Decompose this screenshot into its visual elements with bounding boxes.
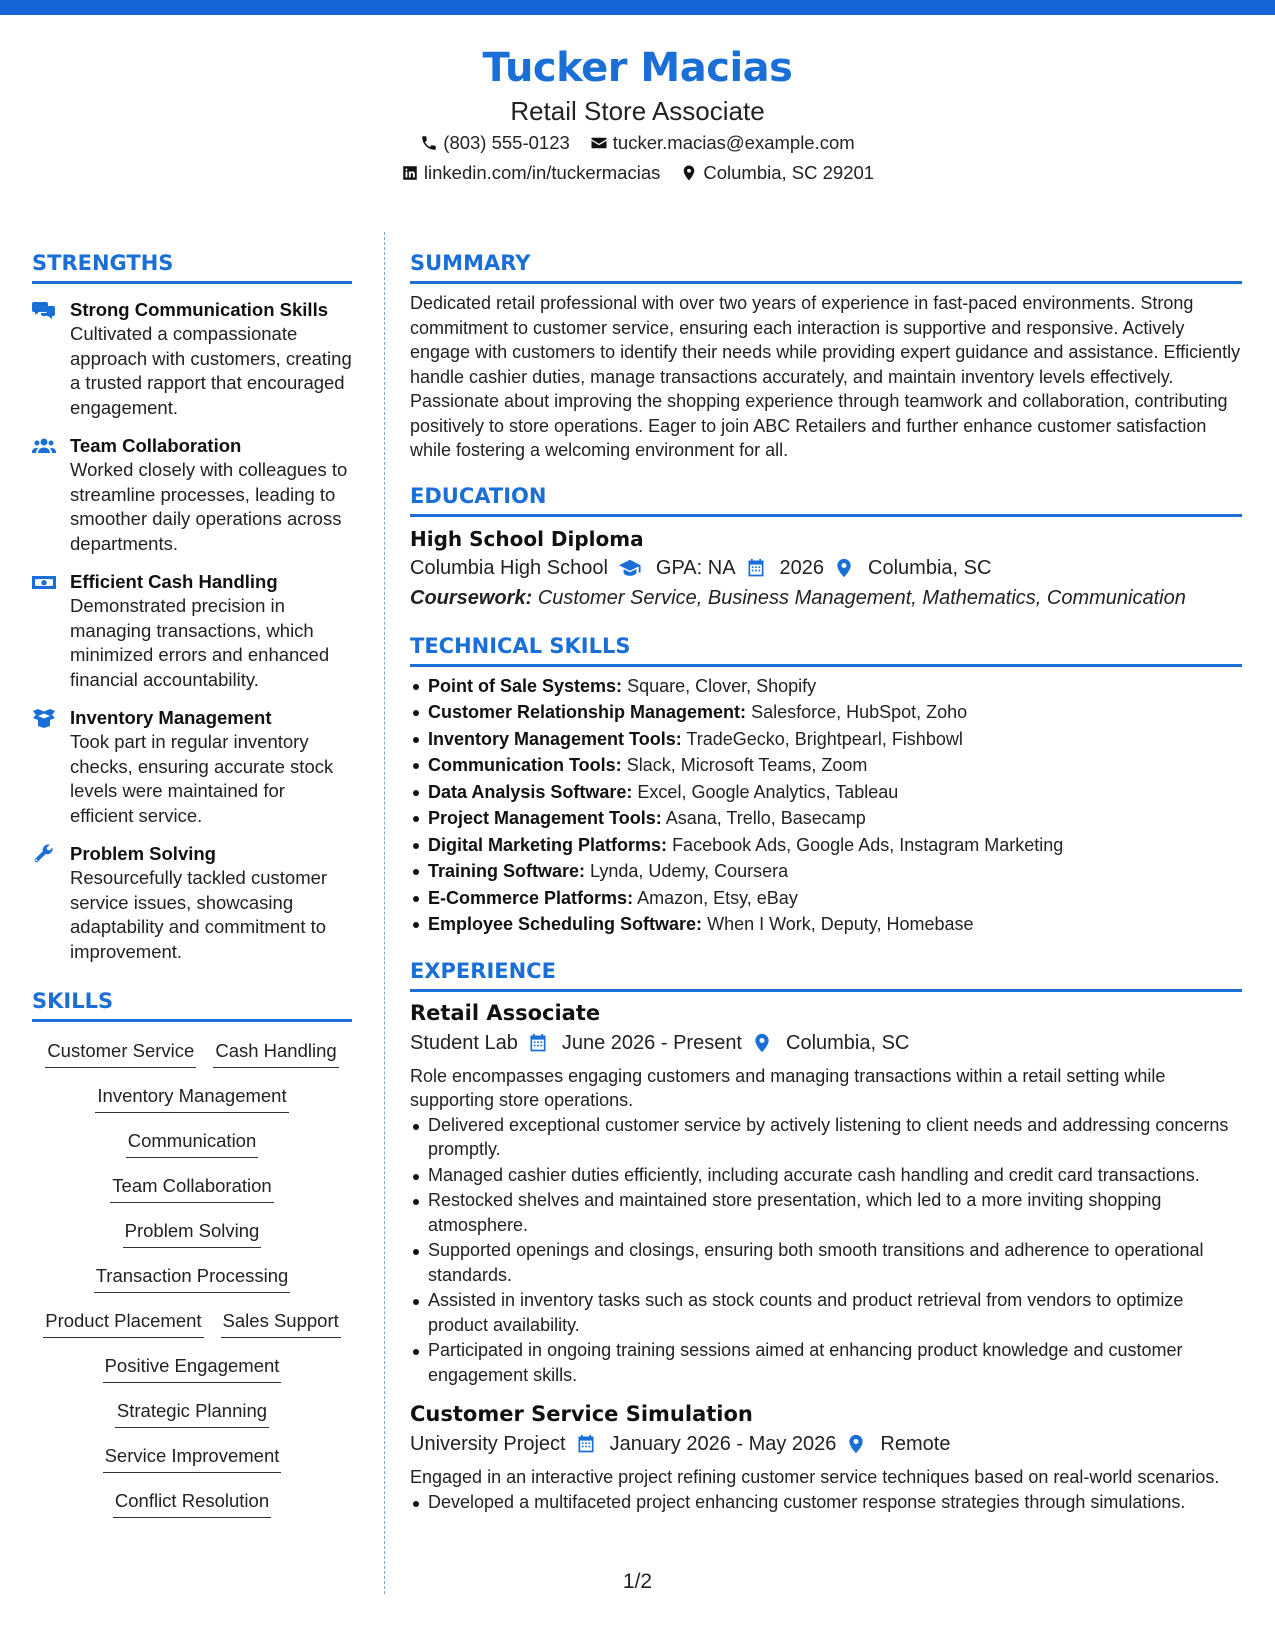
list-item: Participated in ongoing training sessions aimed at enhancing product knowledge and customer engagement skills. xyxy=(410,1338,1242,1387)
tech-label: E-Commerce Platforms: xyxy=(428,887,634,908)
strength-item xyxy=(32,570,352,692)
coursework-line xyxy=(410,583,1242,613)
tech-label: Customer Relationship Management: xyxy=(428,702,747,722)
tech-label: Point of Sale Systems: xyxy=(428,675,623,696)
list-item xyxy=(410,805,1242,832)
tech-value: When I Work, Deputy, Homebase xyxy=(707,914,974,934)
graduation-cap-icon xyxy=(618,557,642,579)
school-name xyxy=(410,553,642,583)
tech-label: Data Analysis Software: xyxy=(428,781,633,802)
skill-chip: Service Improvement xyxy=(103,1443,282,1473)
page-number: 1/2 xyxy=(622,1570,653,1593)
skill-row xyxy=(32,1398,352,1443)
skill-row xyxy=(32,1128,352,1173)
linkedin-icon xyxy=(401,164,419,182)
email-text: tucker.macias@example.com xyxy=(612,132,855,153)
strength-desc: Took part in regular inventory checks, ensuring accurate stock levels were maintained for efficient service. xyxy=(70,731,334,826)
job-meta xyxy=(410,1028,1242,1058)
skills-chips xyxy=(32,1038,352,1533)
money-bill-icon xyxy=(32,572,58,592)
job-title: Retail Associate xyxy=(410,1000,601,1025)
skill-chip: Team Collaboration xyxy=(110,1173,273,1203)
summary-heading: SUMMARY xyxy=(410,251,531,275)
summary-rule xyxy=(410,281,1242,284)
skill-chip: Inventory Management xyxy=(95,1083,288,1113)
linkedin-text: linkedin.com/in/tuckermacias xyxy=(423,162,661,183)
skill-row xyxy=(32,1488,352,1533)
list-item: Developed a multifaceted project enhancing customer response strategies through simulations. xyxy=(410,1490,1242,1515)
summary-section xyxy=(410,248,1242,463)
map-pin-icon xyxy=(846,1434,866,1454)
education-section xyxy=(410,481,1242,613)
strength-item xyxy=(32,434,352,556)
gpa-text: GPA: NA xyxy=(655,556,736,579)
tech-label: Communication Tools: xyxy=(428,755,622,775)
year-text: 2026 xyxy=(779,556,825,579)
resume-header xyxy=(0,42,1275,188)
tech-value: TradeGecko, Brightpearl, Fishbowl xyxy=(686,728,963,749)
column-divider xyxy=(384,232,385,1594)
top-accent-bar xyxy=(0,0,1275,15)
skill-row xyxy=(32,1353,352,1398)
list-item xyxy=(410,673,1242,700)
gpa xyxy=(656,553,766,583)
calendar-icon xyxy=(576,1434,596,1454)
strength-title: Strong Communication Skills xyxy=(70,299,328,320)
right-column xyxy=(410,248,1242,1515)
job-bullets xyxy=(410,1113,1242,1388)
skill-chip: Customer Service xyxy=(45,1038,196,1068)
left-column xyxy=(32,248,352,1533)
linkedin-contact[interactable] xyxy=(401,158,660,188)
strengths-heading: STRENGTHS xyxy=(32,251,174,275)
org-text: University Project xyxy=(410,1433,566,1455)
location-contact xyxy=(680,158,874,188)
contact-line-2 xyxy=(0,158,1275,188)
strength-desc: Demonstrated precision in managing transactions, which minimized errors and enhanced financial accountability. xyxy=(70,595,330,690)
dates-text: January 2026 - May 2026 xyxy=(609,1433,837,1455)
job-location: Columbia, SC xyxy=(786,1031,910,1054)
education-location: Columbia, SC xyxy=(868,556,992,579)
list-item: Restocked shelves and maintained store presentation, which led to a more inviting shopping atmosphere. xyxy=(410,1188,1242,1237)
skill-chip: Sales Support xyxy=(221,1308,341,1338)
skill-row xyxy=(32,1173,352,1218)
summary-text: Dedicated retail professional with over two years of experience in fast-paced environments. Strong commitment to customer service, ensuring each interaction is supportive and responsive. Actively engage with customers to identify their needs while providing expert guidance and assistance. Efficiently handle cashier duties, manage transactions accurately, and maintain inventory levels effectively. Passionate about improving the shopping experience through teamwork and collaboration, contributing positively to store operations. Eager to join ABC Retailers and further enhance customer satisfaction while fostering a welcoming environment for all. xyxy=(410,293,1241,460)
skill-row xyxy=(32,1038,352,1083)
list-item: Managed cashier duties efficiently, including accurate cash handling and credit card transactions. xyxy=(410,1163,1242,1188)
skill-chip: Problem Solving xyxy=(123,1218,262,1248)
job-description: Role encompasses engaging customers and managing transactions within a retail setting while supporting store operations. xyxy=(410,1065,1166,1110)
list-item xyxy=(410,752,1242,779)
candidate-name: Tucker Macias xyxy=(482,45,793,91)
box-open-icon xyxy=(32,708,58,728)
job-org xyxy=(410,1429,596,1459)
strength-title: Problem Solving xyxy=(70,843,216,864)
strength-item xyxy=(32,706,352,828)
strength-title: Inventory Management xyxy=(70,707,272,728)
job-title: Customer Service Simulation xyxy=(410,1402,753,1426)
skill-chip: Positive Engagement xyxy=(103,1353,282,1383)
list-item: Delivered exceptional customer service by actively listening to client needs and addressing concerns promptly. xyxy=(410,1113,1242,1162)
strength-desc: Resourcefully tackled customer service issues, showcasing adaptability and commitment to improvement. xyxy=(70,867,328,962)
skill-chip: Strategic Planning xyxy=(115,1398,269,1428)
phone-text: (803) 555-0123 xyxy=(443,132,570,153)
skill-row xyxy=(32,1443,352,1488)
envelope-icon xyxy=(590,134,608,152)
strengths-rule xyxy=(32,281,352,284)
strength-item xyxy=(32,842,352,964)
list-item xyxy=(410,726,1242,753)
skills-rule xyxy=(32,1019,352,1022)
job-dates xyxy=(562,1028,772,1058)
experience-heading: EXPERIENCE xyxy=(410,958,556,983)
skills-section xyxy=(32,986,352,1533)
skill-chip: Communication xyxy=(126,1128,259,1158)
list-item: Assisted in inventory tasks such as stock counts and product retrieval from vendors to optimize product availability. xyxy=(410,1288,1242,1337)
skill-chip: Product Placement xyxy=(43,1308,203,1338)
education-heading: EDUCATION xyxy=(410,483,547,508)
tech-value: Square, Clover, Shopify xyxy=(627,675,817,696)
job-location: Remote xyxy=(880,1433,951,1455)
job-bullets xyxy=(410,1490,1242,1515)
candidate-title: Retail Store Associate xyxy=(510,96,765,126)
tech-value: Salesforce, HubSpot, Zoho xyxy=(751,702,968,722)
contact-line-1 xyxy=(0,128,1275,158)
tech-value: Lynda, Udemy, Coursera xyxy=(590,861,789,881)
job-org xyxy=(410,1028,548,1058)
skill-chip: Conflict Resolution xyxy=(113,1488,271,1518)
skill-row xyxy=(32,1218,352,1263)
strength-desc: Worked closely with colleagues to streamline processes, leading to smoother daily operations across departments. xyxy=(70,459,348,554)
tech-value: Facebook Ads, Google Ads, Instagram Marketing xyxy=(672,834,1064,855)
strengths-list xyxy=(32,298,352,964)
job-description: Engaged in an interactive project refining customer service techniques based on real-world scenarios. xyxy=(410,1467,1220,1487)
technical-skills-section xyxy=(410,631,1242,938)
education-rule xyxy=(410,514,1242,517)
skill-chip: Cash Handling xyxy=(213,1038,338,1068)
technical-skills-list xyxy=(410,673,1242,938)
phone-icon xyxy=(420,134,438,152)
coursework-text: Customer Service, Business Management, Mathematics, Communication xyxy=(537,586,1186,609)
tech-value: Asana, Trello, Basecamp xyxy=(665,808,866,828)
skill-row xyxy=(32,1308,352,1353)
map-pin-icon xyxy=(834,558,854,578)
strength-desc: Cultivated a compassionate approach with customers, creating a trusted rapport that encouraged engagement. xyxy=(70,323,352,418)
email-contact[interactable] xyxy=(590,128,855,158)
list-item xyxy=(410,858,1242,885)
strength-item xyxy=(32,298,352,420)
comments-icon xyxy=(32,300,58,320)
skill-row xyxy=(32,1083,352,1128)
experience-rule xyxy=(410,989,1242,992)
users-icon xyxy=(32,436,58,456)
degree-title: High School Diploma xyxy=(410,526,644,551)
job-entry xyxy=(410,998,1242,1388)
map-pin-icon xyxy=(680,164,698,182)
tech-label: Training Software: xyxy=(428,861,586,881)
list-item xyxy=(410,911,1242,938)
coursework-label: Coursework: xyxy=(410,586,533,609)
skill-chip: Transaction Processing xyxy=(94,1263,291,1293)
tech-label: Employee Scheduling Software: xyxy=(428,914,703,934)
list-item xyxy=(410,885,1242,912)
tech-value: Amazon, Etsy, eBay xyxy=(637,887,798,908)
tech-value: Slack, Microsoft Teams, Zoom xyxy=(626,755,868,775)
strength-title: Efficient Cash Handling xyxy=(70,571,278,592)
technical-skills-heading: TECHNICAL SKILLS xyxy=(410,633,631,658)
tech-label: Project Management Tools: xyxy=(428,808,662,828)
list-item xyxy=(410,699,1242,726)
tech-value: Excel, Google Analytics, Tableau xyxy=(637,781,899,802)
strength-title: Team Collaboration xyxy=(70,435,242,456)
skills-heading: SKILLS xyxy=(32,989,114,1013)
school-text: Columbia High School xyxy=(410,556,608,579)
technical-skills-rule xyxy=(410,664,1242,667)
job-meta xyxy=(410,1429,1242,1459)
tech-label: Inventory Management Tools: xyxy=(428,728,682,749)
list-item xyxy=(410,779,1242,806)
calendar-icon xyxy=(528,1033,548,1053)
list-item: Supported openings and closings, ensuring both smooth transitions and adherence to operational standards. xyxy=(410,1238,1242,1287)
job-entry xyxy=(410,1399,1242,1514)
tech-label: Digital Marketing Platforms: xyxy=(428,834,668,855)
job-dates xyxy=(610,1429,867,1459)
list-item xyxy=(410,832,1242,859)
experience-section xyxy=(410,956,1242,1515)
skill-row xyxy=(32,1263,352,1308)
phone-contact[interactable] xyxy=(420,128,570,158)
org-text: Student Lab xyxy=(410,1031,518,1054)
strengths-section xyxy=(32,248,352,964)
wrench-icon xyxy=(32,844,58,864)
location-text: Columbia, SC 29201 xyxy=(703,162,875,183)
map-pin-icon xyxy=(752,1033,772,1053)
education-meta xyxy=(410,553,1242,583)
dates-text: June 2026 - Present xyxy=(561,1031,742,1054)
graduation-year xyxy=(780,553,855,583)
calendar-icon xyxy=(746,558,766,578)
